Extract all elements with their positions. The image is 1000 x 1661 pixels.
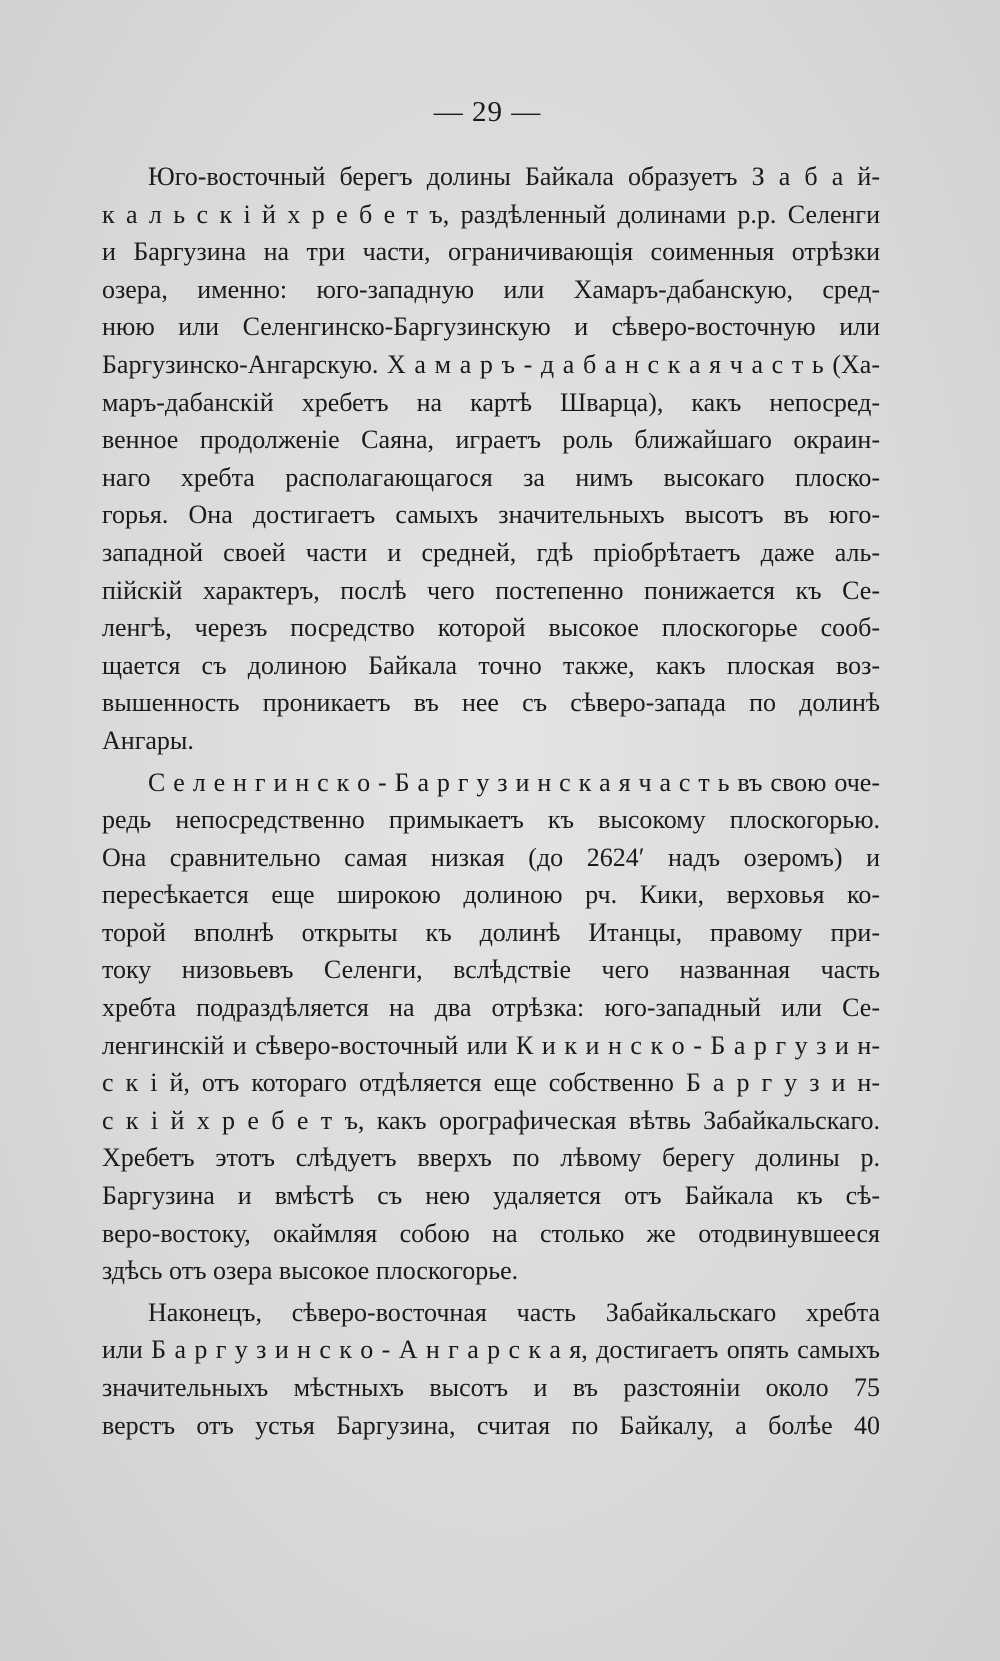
text-line: маръ-дабанскій хребетъ на картѣ Шварца), какъ непосред- bbox=[102, 387, 880, 417]
text-line: Баргузинско-Ангарскую. Х а м а р ъ - д а б а н с к а я ч а с т ь (Ха- bbox=[102, 349, 880, 379]
text-line: здѣсь отъ озера высокое плоскогорье. bbox=[102, 1256, 519, 1286]
text-line: ленгѣ, черезъ посредство которой высокое плоскогорье сооб- bbox=[102, 613, 880, 643]
text-line: Она сравнительно самая низкая (до 2624′ надъ озеромъ) и bbox=[102, 842, 880, 872]
text-line: венное продолженіе Саяна, играетъ роль ближайшаго окраин- bbox=[102, 425, 880, 455]
body-text bbox=[102, 158, 880, 1444]
text-line: с к і й, отъ котораго отдѣляется еще собственно Б а р г у з и н- bbox=[102, 1068, 880, 1098]
text-line: к а л ь с к і й х р е б е т ъ, раздѣленный долинами р.р. Селенги bbox=[102, 199, 880, 229]
text-line: наго хребта располагающагося за нимъ высокаго плоско- bbox=[102, 462, 880, 492]
text-line: току низовьевъ Селенги, вслѣдствіе чего названная часть bbox=[102, 955, 880, 985]
text-line: озера, именно: юго-западную или Хамаръ-дабанскую, сред- bbox=[102, 274, 880, 304]
text-line: западной своей части и средней, гдѣ пріобрѣтаетъ даже аль- bbox=[102, 537, 880, 567]
text-line: пересѣкается еще широкою долиною рч. Кики, верховья ко- bbox=[102, 880, 880, 910]
paragraph-3 bbox=[102, 1294, 880, 1444]
text-line: Наконецъ, сѣверо-восточная часть Забайкальскаго хребта bbox=[148, 1297, 880, 1327]
text-line: пійскій характеръ, послѣ чего постепенно понижается къ Се- bbox=[102, 575, 880, 605]
paragraph-2 bbox=[102, 764, 880, 1290]
text-line: вышенность проникаетъ въ нее съ сѣверо-запада по долинѣ bbox=[102, 688, 880, 718]
text-line: Ангары. bbox=[102, 725, 194, 755]
text-line: щается съ долиною Байкала точно также, какъ плоская воз- bbox=[102, 650, 880, 680]
text-line: редь непосредственно примыкаетъ къ высокому плоскогорью. bbox=[102, 805, 880, 835]
text-line: значительныхъ мѣстныхъ высотъ и въ разстояніи около 75 bbox=[102, 1373, 880, 1402]
text-line: Юго-восточный берегъ долины Байкала образуетъ З а б а й- bbox=[148, 162, 880, 191]
text-line: горья. Она достигаетъ самыхъ значительныхъ высотъ въ юго- bbox=[102, 500, 880, 530]
text-line: Баргузина и вмѣстѣ съ нею удаляется отъ Байкала къ сѣ- bbox=[102, 1181, 880, 1211]
text-line: с к і й х р е б е т ъ, какъ орографическая вѣтвь Забайкальскаго. bbox=[102, 1105, 880, 1135]
text-line: верстъ отъ устья Баргузина, считая по Байкалу, а болѣе 40 bbox=[102, 1410, 880, 1440]
text-line: хребта подраздѣляется на два отрѣзка: юго-западный или Се- bbox=[102, 993, 880, 1023]
text-line: торой вполнѣ открыты къ долинѣ Итанцы, правому при- bbox=[102, 917, 880, 947]
text-line: С е л е н г и н с к о - Б а р г у з и н с к а я ч а с т ь въ свою оче- bbox=[148, 767, 880, 797]
page-number: — 29 — bbox=[433, 96, 542, 128]
text-line: нюю или Селенгинско-Баргузинскую и сѣверо-восточную или bbox=[102, 312, 880, 342]
paragraph-1 bbox=[102, 158, 880, 760]
text-line: или Б а р г у з и н с к о - А н г а р с к а я, достигаетъ опять самыхъ bbox=[102, 1335, 880, 1365]
text-line: веро-востоку, окаймляя собою на столько же отодвинувшееся bbox=[102, 1218, 880, 1248]
text-line: Хребетъ этотъ слѣдуетъ вверхъ по лѣвому берегу долины р. bbox=[102, 1143, 880, 1173]
text-line: и Баргузина на три части, ограничивающія соименныя отрѣзки bbox=[102, 237, 880, 267]
text-line: ленгинскій и сѣверо-восточный или К и к и н с к о - Б а р г у з и н- bbox=[102, 1030, 880, 1060]
